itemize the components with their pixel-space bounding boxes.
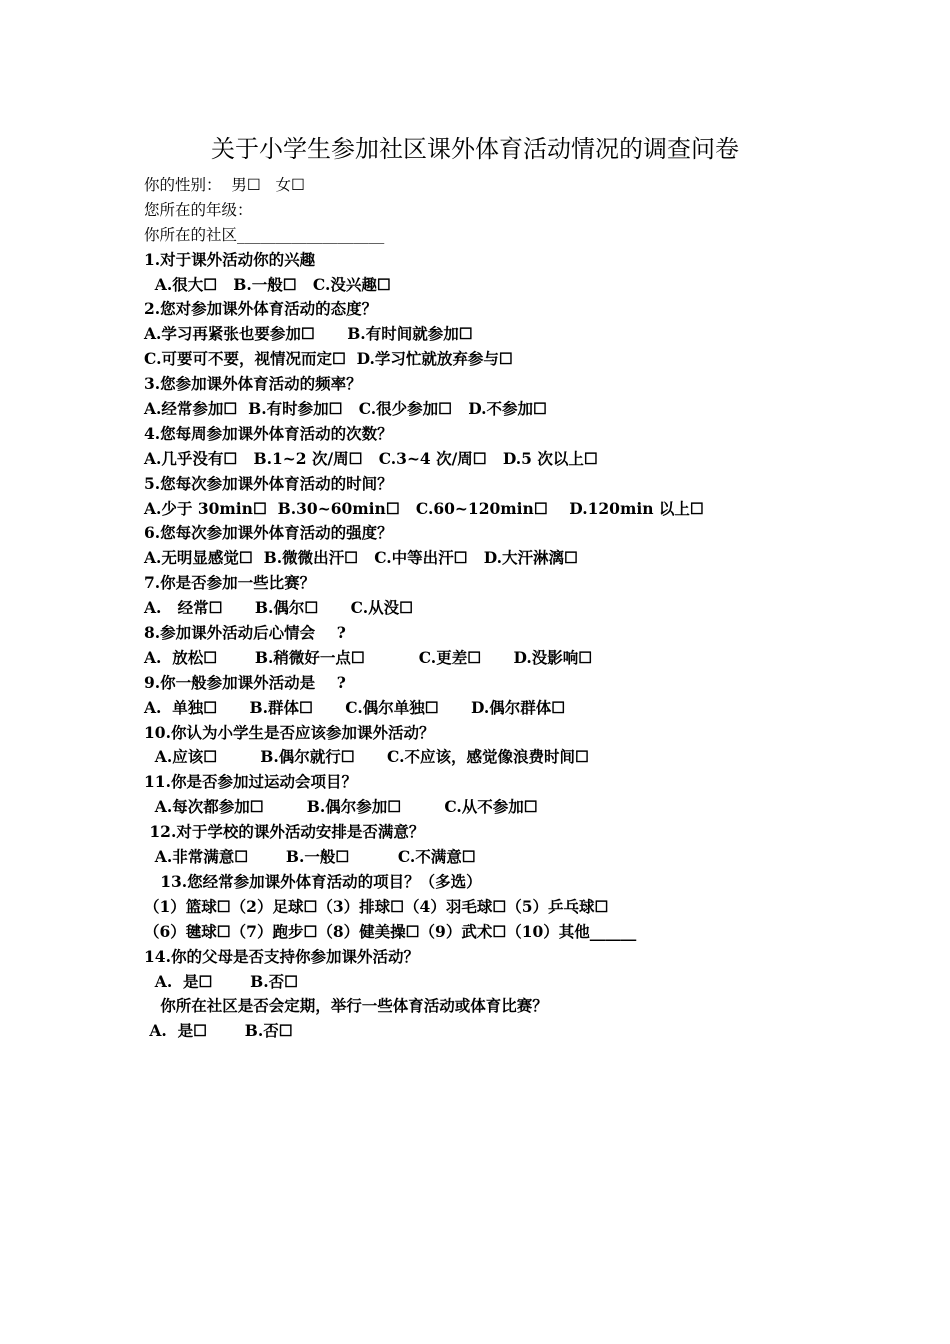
- options-11: A.每次都参加☐ B.偶尔参加☐ C.从不参加☐: [144, 797, 538, 817]
- question-9: 9.你一般参加课外活动是 ?: [144, 672, 346, 692]
- question-1: 1.对于课外活动你的兴趣: [144, 249, 316, 269]
- options-13a: （1）篮球☐（2）足球☐（3）排球☐（4）羽毛球☐（5）乒乓球☐: [144, 896, 609, 916]
- question-3: 3.您参加课外体育活动的频率？: [144, 374, 362, 394]
- grade-line: 您所在的年级：: [144, 200, 253, 219]
- question-14: 14.你的父母是否支持你参加课外活动？: [144, 946, 419, 966]
- options-6: A.无明显感觉☐ B.微微出汗☐ C.中等出汗☐ D.大汗淋漓☐: [144, 548, 578, 568]
- options-1: A.很大☐ B.一般☐ C.没兴趣☐: [144, 274, 391, 294]
- options-5: A.少于 30min☐ B.30~60min☐ C.60~120min☐ D.120min 以上☐: [144, 498, 704, 518]
- options-9: A. 单独☐ B.群体☐ C.偶尔单独☐ D.偶尔群体☐: [144, 697, 566, 717]
- question-2: 2.您对参加课外体育活动的态度？: [144, 299, 378, 319]
- options-7: A. 经常☐ B.偶尔☐ C.从没☐: [144, 598, 414, 618]
- question-6: 6.您每次参加课外体育活动的强度？: [144, 523, 393, 543]
- question-15: 你所在社区是否会定期，举行一些体育活动或体育比赛？: [144, 996, 548, 1016]
- community-line: 你所在的社区___________________: [144, 225, 385, 244]
- options-3: A.经常参加☐ B.有时参加☐ C.很少参加☐ D.不参加☐: [144, 399, 547, 419]
- question-12: 12.对于学校的课外活动安排是否满意？: [144, 822, 425, 842]
- options-12: A.非常满意☐ B.一般☐ C.不满意☐: [144, 847, 476, 867]
- options-14: A. 是☐ B.否☐: [144, 971, 299, 991]
- question-13: 13.您经常参加课外体育活动的项目？（多选）: [144, 871, 482, 891]
- question-7: 7.你是否参加一些比赛？: [144, 573, 316, 593]
- question-4: 4.您每周参加课外体育活动的次数？: [144, 423, 393, 443]
- options-10: A.应该☐ B.偶尔就行☐ C.不应该，感觉像浪费时间☐: [144, 747, 589, 767]
- options-13b: （6）毽球☐（7）跑步☐（8）健美操☐（9）武术☐（10）其他______: [144, 921, 637, 941]
- question-10: 10.你认为小学生是否应该参加课外活动？: [144, 722, 435, 742]
- question-11: 11.你是否参加过运动会项目？: [144, 772, 357, 792]
- options-8: A. 放松☐ B.稍微好一点☐ C.更差☐ D.没影响☐: [144, 647, 593, 667]
- gender-line: 你的性别： 男☐ 女☐: [144, 176, 305, 194]
- options-4: A.几乎没有☐ B.1~2 次/周☐ C.3~4 次/周☐ D.5 次以上☐: [144, 448, 598, 468]
- question-5: 5.您每次参加课外体育活动的时间？: [144, 473, 393, 493]
- options-2b: C.可要可不要，视情况而定☐ D.学习忙就放弃参与☐: [144, 349, 513, 369]
- options-15: A. 是☐ B.否☐: [144, 1021, 293, 1041]
- questionnaire-body: [144, 173, 784, 1044]
- question-8: 8.参加课外活动后心情会 ?: [144, 623, 346, 643]
- document-title: 关于小学生参加社区课外体育活动情况的调查问卷: [211, 135, 739, 163]
- options-2a: A.学习再紧张也要参加☐ B.有时间就参加☐: [144, 324, 473, 344]
